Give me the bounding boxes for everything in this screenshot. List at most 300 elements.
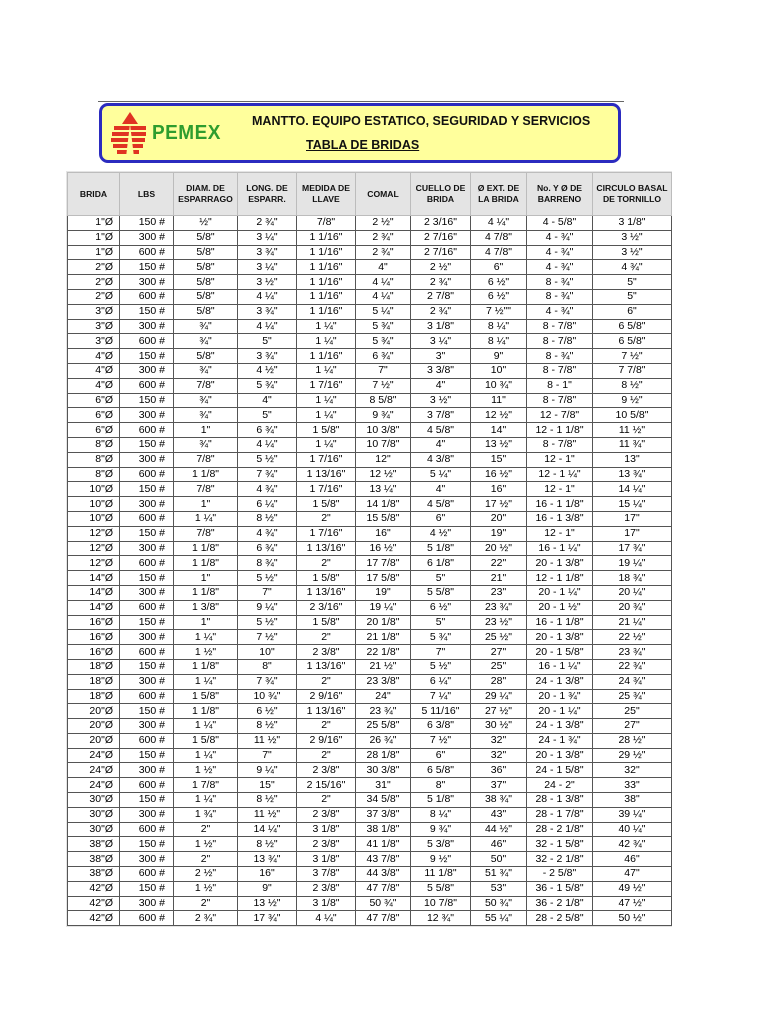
cell-long-esparrago: 13 ¾" [238, 852, 297, 867]
cell-diam-esparrago: 1 ¼" [174, 674, 238, 689]
cell-comal: 47 7/8" [356, 911, 411, 926]
cell-ext-brida: 4 7/8" [471, 230, 527, 245]
cell-circulo-basal: 50 ½" [593, 911, 672, 926]
cell-circulo-basal: 24 ¾" [593, 674, 672, 689]
cell-diam-esparrago: 1" [174, 615, 238, 630]
table-row [68, 793, 672, 808]
cell-ext-brida: 38 ¾" [471, 793, 527, 808]
cell-ext-brida: 6 ½" [471, 289, 527, 304]
cell-circulo-basal: 3 1/8" [593, 216, 672, 231]
cell-brida: 16"Ø [68, 630, 120, 645]
table-row [68, 482, 672, 497]
cell-medida-llave: 1 13/16" [297, 541, 356, 556]
cell-brida: 1"Ø [68, 245, 120, 260]
cell-long-esparrago: 15" [238, 778, 297, 793]
cell-cuello-brida: 2 ¾" [411, 275, 471, 290]
cell-circulo-basal: 7 7/8" [593, 363, 672, 378]
cell-ext-brida: 50" [471, 852, 527, 867]
cell-comal: 31" [356, 778, 411, 793]
cell-medida-llave: 2" [297, 719, 356, 734]
cell-long-esparrago: 4 ¼" [238, 289, 297, 304]
cell-lbs: 600 # [120, 600, 174, 615]
cell-medida-llave: 1 5/8" [297, 615, 356, 630]
table-row [68, 689, 672, 704]
cell-cuello-brida: 7" [411, 645, 471, 660]
table-row [68, 467, 672, 482]
cell-lbs: 150 # [120, 571, 174, 586]
cell-circulo-basal: 28 ½" [593, 733, 672, 748]
cell-diam-esparrago: 1 ½" [174, 881, 238, 896]
cell-cuello-brida: 4 5/8" [411, 423, 471, 438]
cell-comal: 50 ¾" [356, 896, 411, 911]
cell-cuello-brida: 6 3/8" [411, 719, 471, 734]
cell-long-esparrago: 7 ¾" [238, 674, 297, 689]
cell-cuello-brida: 10 7/8" [411, 896, 471, 911]
cell-barreno: 20 - 1 5/8" [527, 645, 593, 660]
cell-long-esparrago: 6 ½" [238, 704, 297, 719]
cell-diam-esparrago: 5/8" [174, 245, 238, 260]
cell-comal: 10 3/8" [356, 423, 411, 438]
cell-comal: 23 ¾" [356, 704, 411, 719]
cell-long-esparrago: 3 ¾" [238, 245, 297, 260]
col-header-brida: BRIDA [68, 173, 120, 216]
cell-long-esparrago: 7 ½" [238, 630, 297, 645]
cell-lbs: 150 # [120, 260, 174, 275]
cell-lbs: 300 # [120, 230, 174, 245]
cell-circulo-basal: 38" [593, 793, 672, 808]
cell-long-esparrago: 8 ½" [238, 719, 297, 734]
cell-brida: 42"Ø [68, 896, 120, 911]
cell-ext-brida: 27" [471, 645, 527, 660]
cell-barreno: 28 - 2 1/8" [527, 822, 593, 837]
pemex-eagle-icon [108, 110, 152, 160]
cell-medida-llave: 1 ¼" [297, 334, 356, 349]
cell-brida: 14"Ø [68, 571, 120, 586]
cell-brida: 16"Ø [68, 615, 120, 630]
cell-ext-brida: 37" [471, 778, 527, 793]
cell-barreno: 12 - 1 ¼" [527, 467, 593, 482]
table-row [68, 511, 672, 526]
cell-circulo-basal: 40 ¼" [593, 822, 672, 837]
cell-circulo-basal: 15 ¼" [593, 497, 672, 512]
cell-barreno: 12 - 7/8" [527, 408, 593, 423]
table-row [68, 585, 672, 600]
cell-circulo-basal: 27" [593, 719, 672, 734]
cell-long-esparrago: 4 ¾" [238, 526, 297, 541]
cell-comal: 17 7/8" [356, 556, 411, 571]
cell-cuello-brida: 9 ½" [411, 852, 471, 867]
table-row [68, 852, 672, 867]
cell-lbs: 300 # [120, 408, 174, 423]
cell-medida-llave: 1 13/16" [297, 467, 356, 482]
col-header-ext-brida: Ø EXT. DE LA BRIDA [471, 173, 527, 216]
cell-ext-brida: 14" [471, 423, 527, 438]
cell-circulo-basal: 6" [593, 304, 672, 319]
cell-cuello-brida: 4 ½" [411, 526, 471, 541]
cell-comal: 34 5/8" [356, 793, 411, 808]
cell-diam-esparrago: 2 ½" [174, 867, 238, 882]
cell-ext-brida: 4 ¼" [471, 216, 527, 231]
cell-diam-esparrago: 2 ¾" [174, 911, 238, 926]
table-frame [66, 171, 672, 927]
cell-comal: 2 ¾" [356, 245, 411, 260]
cell-barreno: 4 - 5/8" [527, 216, 593, 231]
cell-circulo-basal: 13" [593, 452, 672, 467]
cell-barreno: 20 - 1 ¾" [527, 689, 593, 704]
cell-circulo-basal: 20 ¼" [593, 585, 672, 600]
cell-comal: 41 1/8" [356, 837, 411, 852]
cell-cuello-brida: 3 3/8" [411, 363, 471, 378]
cell-medida-llave: 1 ¼" [297, 393, 356, 408]
cell-lbs: 150 # [120, 437, 174, 452]
cell-medida-llave: 1 ¼" [297, 319, 356, 334]
cell-comal: 2 ½" [356, 216, 411, 231]
cell-ext-brida: 28" [471, 674, 527, 689]
cell-comal: 17 5/8" [356, 571, 411, 586]
cell-lbs: 300 # [120, 585, 174, 600]
cell-medida-llave: 1 5/8" [297, 423, 356, 438]
cell-cuello-brida: 2 ½" [411, 260, 471, 275]
cell-diam-esparrago: 7/8" [174, 482, 238, 497]
cell-brida: 18"Ø [68, 689, 120, 704]
cell-medida-llave: 1 ¼" [297, 437, 356, 452]
cell-cuello-brida: 5 11/16" [411, 704, 471, 719]
cell-comal: 2 ¾" [356, 230, 411, 245]
cell-cuello-brida: 6 1/8" [411, 556, 471, 571]
cell-barreno: 4 - ¾" [527, 230, 593, 245]
cell-diam-esparrago: 2" [174, 896, 238, 911]
cell-barreno: 24 - 1 ¾" [527, 733, 593, 748]
cell-medida-llave: 2" [297, 556, 356, 571]
cell-comal: 7 ½" [356, 378, 411, 393]
table-row [68, 275, 672, 290]
cell-circulo-basal: 17 ¾" [593, 541, 672, 556]
cell-ext-brida: 16" [471, 482, 527, 497]
cell-long-esparrago: 6 ¼" [238, 497, 297, 512]
cell-comal: 25 5/8" [356, 719, 411, 734]
table-row [68, 659, 672, 674]
cell-lbs: 150 # [120, 216, 174, 231]
cell-barreno: 36 - 1 5/8" [527, 881, 593, 896]
cell-medida-llave: 1 7/16" [297, 482, 356, 497]
cell-long-esparrago: 8 ½" [238, 511, 297, 526]
cell-ext-brida: 53" [471, 881, 527, 896]
cell-barreno: 8 - 7/8" [527, 334, 593, 349]
table-row [68, 571, 672, 586]
cell-lbs: 600 # [120, 778, 174, 793]
cell-diam-esparrago: 1" [174, 423, 238, 438]
cell-brida: 6"Ø [68, 408, 120, 423]
cell-cuello-brida: 5" [411, 571, 471, 586]
cell-ext-brida: 7 ½"" [471, 304, 527, 319]
table-row [68, 630, 672, 645]
cell-brida: 10"Ø [68, 482, 120, 497]
cell-long-esparrago: 17 ¾" [238, 911, 297, 926]
cell-brida: 20"Ø [68, 733, 120, 748]
cell-brida: 38"Ø [68, 852, 120, 867]
cell-long-esparrago: 6 ¾" [238, 423, 297, 438]
cell-comal: 26 ¾" [356, 733, 411, 748]
cell-ext-brida: 51 ¾" [471, 867, 527, 882]
cell-lbs: 600 # [120, 867, 174, 882]
cell-cuello-brida: 5 ½" [411, 659, 471, 674]
table-row [68, 393, 672, 408]
cell-long-esparrago: 7" [238, 585, 297, 600]
table-row [68, 867, 672, 882]
cell-comal: 9 ¾" [356, 408, 411, 423]
table-row [68, 334, 672, 349]
cell-cuello-brida: 5 ¾" [411, 630, 471, 645]
cell-circulo-basal: 3 ½" [593, 230, 672, 245]
cell-cuello-brida: 3 ½" [411, 393, 471, 408]
cell-lbs: 300 # [120, 807, 174, 822]
cell-barreno: 12 - 1" [527, 482, 593, 497]
cell-barreno: 16 - 1 ¼" [527, 541, 593, 556]
cell-brida: 30"Ø [68, 807, 120, 822]
table-row [68, 437, 672, 452]
cell-ext-brida: 20" [471, 511, 527, 526]
cell-brida: 1"Ø [68, 230, 120, 245]
cell-circulo-basal: 11 ½" [593, 423, 672, 438]
cell-lbs: 600 # [120, 645, 174, 660]
cell-circulo-basal: 11 ¾" [593, 437, 672, 452]
cell-diam-esparrago: 2" [174, 822, 238, 837]
table-row [68, 719, 672, 734]
cell-diam-esparrago: 1" [174, 497, 238, 512]
cell-barreno: 4 - ¾" [527, 260, 593, 275]
cell-medida-llave: 1 1/16" [297, 245, 356, 260]
cell-cuello-brida: 11 1/8" [411, 867, 471, 882]
cell-diam-esparrago: 1 1/8" [174, 585, 238, 600]
cell-medida-llave: 1 1/16" [297, 260, 356, 275]
cell-brida: 20"Ø [68, 704, 120, 719]
table-row [68, 245, 672, 260]
cell-barreno: 24 - 1 3/8" [527, 719, 593, 734]
cell-lbs: 600 # [120, 378, 174, 393]
cell-ext-brida: 8 ¼" [471, 319, 527, 334]
cell-diam-esparrago: 7/8" [174, 378, 238, 393]
cell-barreno: 28 - 1 3/8" [527, 793, 593, 808]
cell-medida-llave: 3 7/8" [297, 867, 356, 882]
cell-cuello-brida: 4 3/8" [411, 452, 471, 467]
cell-diam-esparrago: ¾" [174, 334, 238, 349]
cell-medida-llave: 2 3/8" [297, 881, 356, 896]
cell-long-esparrago: 3 ¼" [238, 230, 297, 245]
cell-lbs: 300 # [120, 319, 174, 334]
cell-long-esparrago: 4 ½" [238, 363, 297, 378]
cell-barreno: 20 - 1 3/8" [527, 630, 593, 645]
cell-medida-llave: 1 7/16" [297, 526, 356, 541]
cell-lbs: 600 # [120, 511, 174, 526]
cell-circulo-basal: 22 ½" [593, 630, 672, 645]
cell-barreno: 28 - 2 5/8" [527, 911, 593, 926]
cell-long-esparrago: 3 ¼" [238, 260, 297, 275]
col-header-diam-esparrago: DIAM. DE ESPARRAGO [174, 173, 238, 216]
cell-lbs: 600 # [120, 689, 174, 704]
cell-comal: 24" [356, 689, 411, 704]
cell-circulo-basal: 49 ½" [593, 881, 672, 896]
table-body [68, 216, 672, 926]
cell-diam-esparrago: 1 ¼" [174, 630, 238, 645]
cell-brida: 16"Ø [68, 645, 120, 660]
cell-diam-esparrago: 1 ¼" [174, 511, 238, 526]
table-row [68, 423, 672, 438]
cell-cuello-brida: 3" [411, 349, 471, 364]
cell-lbs: 600 # [120, 334, 174, 349]
cell-medida-llave: 1 ¼" [297, 408, 356, 423]
cell-lbs: 600 # [120, 423, 174, 438]
cell-diam-esparrago: 1" [174, 571, 238, 586]
table-row [68, 230, 672, 245]
table-row [68, 763, 672, 778]
cell-long-esparrago: 7 ¾" [238, 467, 297, 482]
cell-ext-brida: 23 ¾" [471, 600, 527, 615]
cell-barreno: 8 - ¾" [527, 275, 593, 290]
cell-medida-llave: 1 ¼" [297, 363, 356, 378]
cell-barreno: 20 - 1 ¼" [527, 704, 593, 719]
cell-comal: 10 7/8" [356, 437, 411, 452]
cell-comal: 4 ¼" [356, 289, 411, 304]
cell-medida-llave: 1 13/16" [297, 585, 356, 600]
cell-lbs: 600 # [120, 733, 174, 748]
table-row [68, 349, 672, 364]
cell-cuello-brida: 2 7/16" [411, 230, 471, 245]
cell-long-esparrago: 3 ½" [238, 275, 297, 290]
cell-comal: 16 ½" [356, 541, 411, 556]
cell-circulo-basal: 23 ¾" [593, 645, 672, 660]
cell-lbs: 300 # [120, 852, 174, 867]
cell-cuello-brida: 3 ¼" [411, 334, 471, 349]
cell-comal: 21 ½" [356, 659, 411, 674]
cell-diam-esparrago: 1 ¼" [174, 719, 238, 734]
cell-barreno: 8 - ¾" [527, 349, 593, 364]
cell-circulo-basal: 8 ½" [593, 378, 672, 393]
flange-table [67, 172, 672, 926]
cell-barreno: 8 - 7/8" [527, 393, 593, 408]
cell-cuello-brida: 12 ¾" [411, 911, 471, 926]
cell-circulo-basal: 46" [593, 852, 672, 867]
cell-comal: 15 5/8" [356, 511, 411, 526]
cell-comal: 5 ¾" [356, 334, 411, 349]
col-header-circulo-basal: CIRCULO BASAL DE TORNILLO [593, 173, 672, 216]
cell-diam-esparrago: ¾" [174, 319, 238, 334]
cell-lbs: 150 # [120, 837, 174, 852]
cell-long-esparrago: 11 ½" [238, 807, 297, 822]
table-row [68, 733, 672, 748]
cell-ext-brida: 32" [471, 748, 527, 763]
cell-brida: 2"Ø [68, 260, 120, 275]
cell-circulo-basal: 19 ¼" [593, 556, 672, 571]
cell-ext-brida: 17 ½" [471, 497, 527, 512]
cell-cuello-brida: 5 5/8" [411, 585, 471, 600]
cell-brida: 10"Ø [68, 511, 120, 526]
cell-long-esparrago: 5" [238, 408, 297, 423]
cell-cuello-brida: 7 ½" [411, 733, 471, 748]
cell-lbs: 300 # [120, 452, 174, 467]
cell-brida: 18"Ø [68, 659, 120, 674]
cell-barreno: 4 - ¾" [527, 245, 593, 260]
cell-diam-esparrago: 1 1/8" [174, 659, 238, 674]
cell-barreno: 36 - 2 1/8" [527, 896, 593, 911]
cell-circulo-basal: 17" [593, 511, 672, 526]
cell-lbs: 150 # [120, 393, 174, 408]
cell-ext-brida: 30 ½" [471, 719, 527, 734]
cell-ext-brida: 4 7/8" [471, 245, 527, 260]
cell-cuello-brida: 3 1/8" [411, 319, 471, 334]
cell-medida-llave: 2 3/8" [297, 807, 356, 822]
cell-medida-llave: 2 3/8" [297, 645, 356, 660]
cell-brida: 20"Ø [68, 719, 120, 734]
cell-barreno: - 2 5/8" [527, 867, 593, 882]
table-row [68, 896, 672, 911]
cell-brida: 12"Ø [68, 526, 120, 541]
cell-barreno: 12 - 1 1/8" [527, 571, 593, 586]
cell-comal: 38 1/8" [356, 822, 411, 837]
cell-barreno: 20 - 1 3/8" [527, 556, 593, 571]
cell-lbs: 150 # [120, 304, 174, 319]
cell-ext-brida: 6 ½" [471, 275, 527, 290]
cell-lbs: 300 # [120, 497, 174, 512]
cell-lbs: 600 # [120, 289, 174, 304]
cell-ext-brida: 44 ½" [471, 822, 527, 837]
cell-brida: 4"Ø [68, 363, 120, 378]
cell-medida-llave: 2" [297, 511, 356, 526]
cell-long-esparrago: 8 ½" [238, 793, 297, 808]
cell-brida: 24"Ø [68, 778, 120, 793]
cell-cuello-brida: 4" [411, 437, 471, 452]
cell-diam-esparrago: 1 3/8" [174, 600, 238, 615]
cell-ext-brida: 6" [471, 260, 527, 275]
cell-brida: 30"Ø [68, 822, 120, 837]
cell-barreno: 20 - 1 ½" [527, 600, 593, 615]
table-row [68, 881, 672, 896]
cell-diam-esparrago: 5/8" [174, 230, 238, 245]
cell-cuello-brida: 7 ¼" [411, 689, 471, 704]
cell-long-esparrago: 8 ¾" [238, 556, 297, 571]
table-row [68, 837, 672, 852]
cell-cuello-brida: 2 3/16" [411, 216, 471, 231]
cell-long-esparrago: 16" [238, 867, 297, 882]
cell-diam-esparrago: 1 ½" [174, 763, 238, 778]
cell-ext-brida: 36" [471, 763, 527, 778]
cell-barreno: 8 - 7/8" [527, 437, 593, 452]
table-row [68, 304, 672, 319]
cell-diam-esparrago: ¾" [174, 393, 238, 408]
table-row [68, 600, 672, 615]
cell-medida-llave: 3 1/8" [297, 896, 356, 911]
cell-brida: 3"Ø [68, 319, 120, 334]
cell-brida: 10"Ø [68, 497, 120, 512]
cell-ext-brida: 13 ½" [471, 437, 527, 452]
cell-long-esparrago: 4 ¾" [238, 482, 297, 497]
cell-cuello-brida: 2 7/16" [411, 245, 471, 260]
cell-diam-esparrago: 1 1/8" [174, 541, 238, 556]
cell-comal: 23 3/8" [356, 674, 411, 689]
cell-medida-llave: 1 13/16" [297, 659, 356, 674]
cell-medida-llave: 3 1/8" [297, 822, 356, 837]
cell-cuello-brida: 5 ¼" [411, 467, 471, 482]
cell-ext-brida: 16 ½" [471, 467, 527, 482]
cell-ext-brida: 22" [471, 556, 527, 571]
cell-brida: 3"Ø [68, 304, 120, 319]
cell-comal: 20 1/8" [356, 615, 411, 630]
cell-lbs: 600 # [120, 911, 174, 926]
cell-long-esparrago: 7" [238, 748, 297, 763]
cell-diam-esparrago: ¾" [174, 437, 238, 452]
cell-circulo-basal: 20 ¾" [593, 600, 672, 615]
cell-ext-brida: 20 ½" [471, 541, 527, 556]
cell-ext-brida: 11" [471, 393, 527, 408]
